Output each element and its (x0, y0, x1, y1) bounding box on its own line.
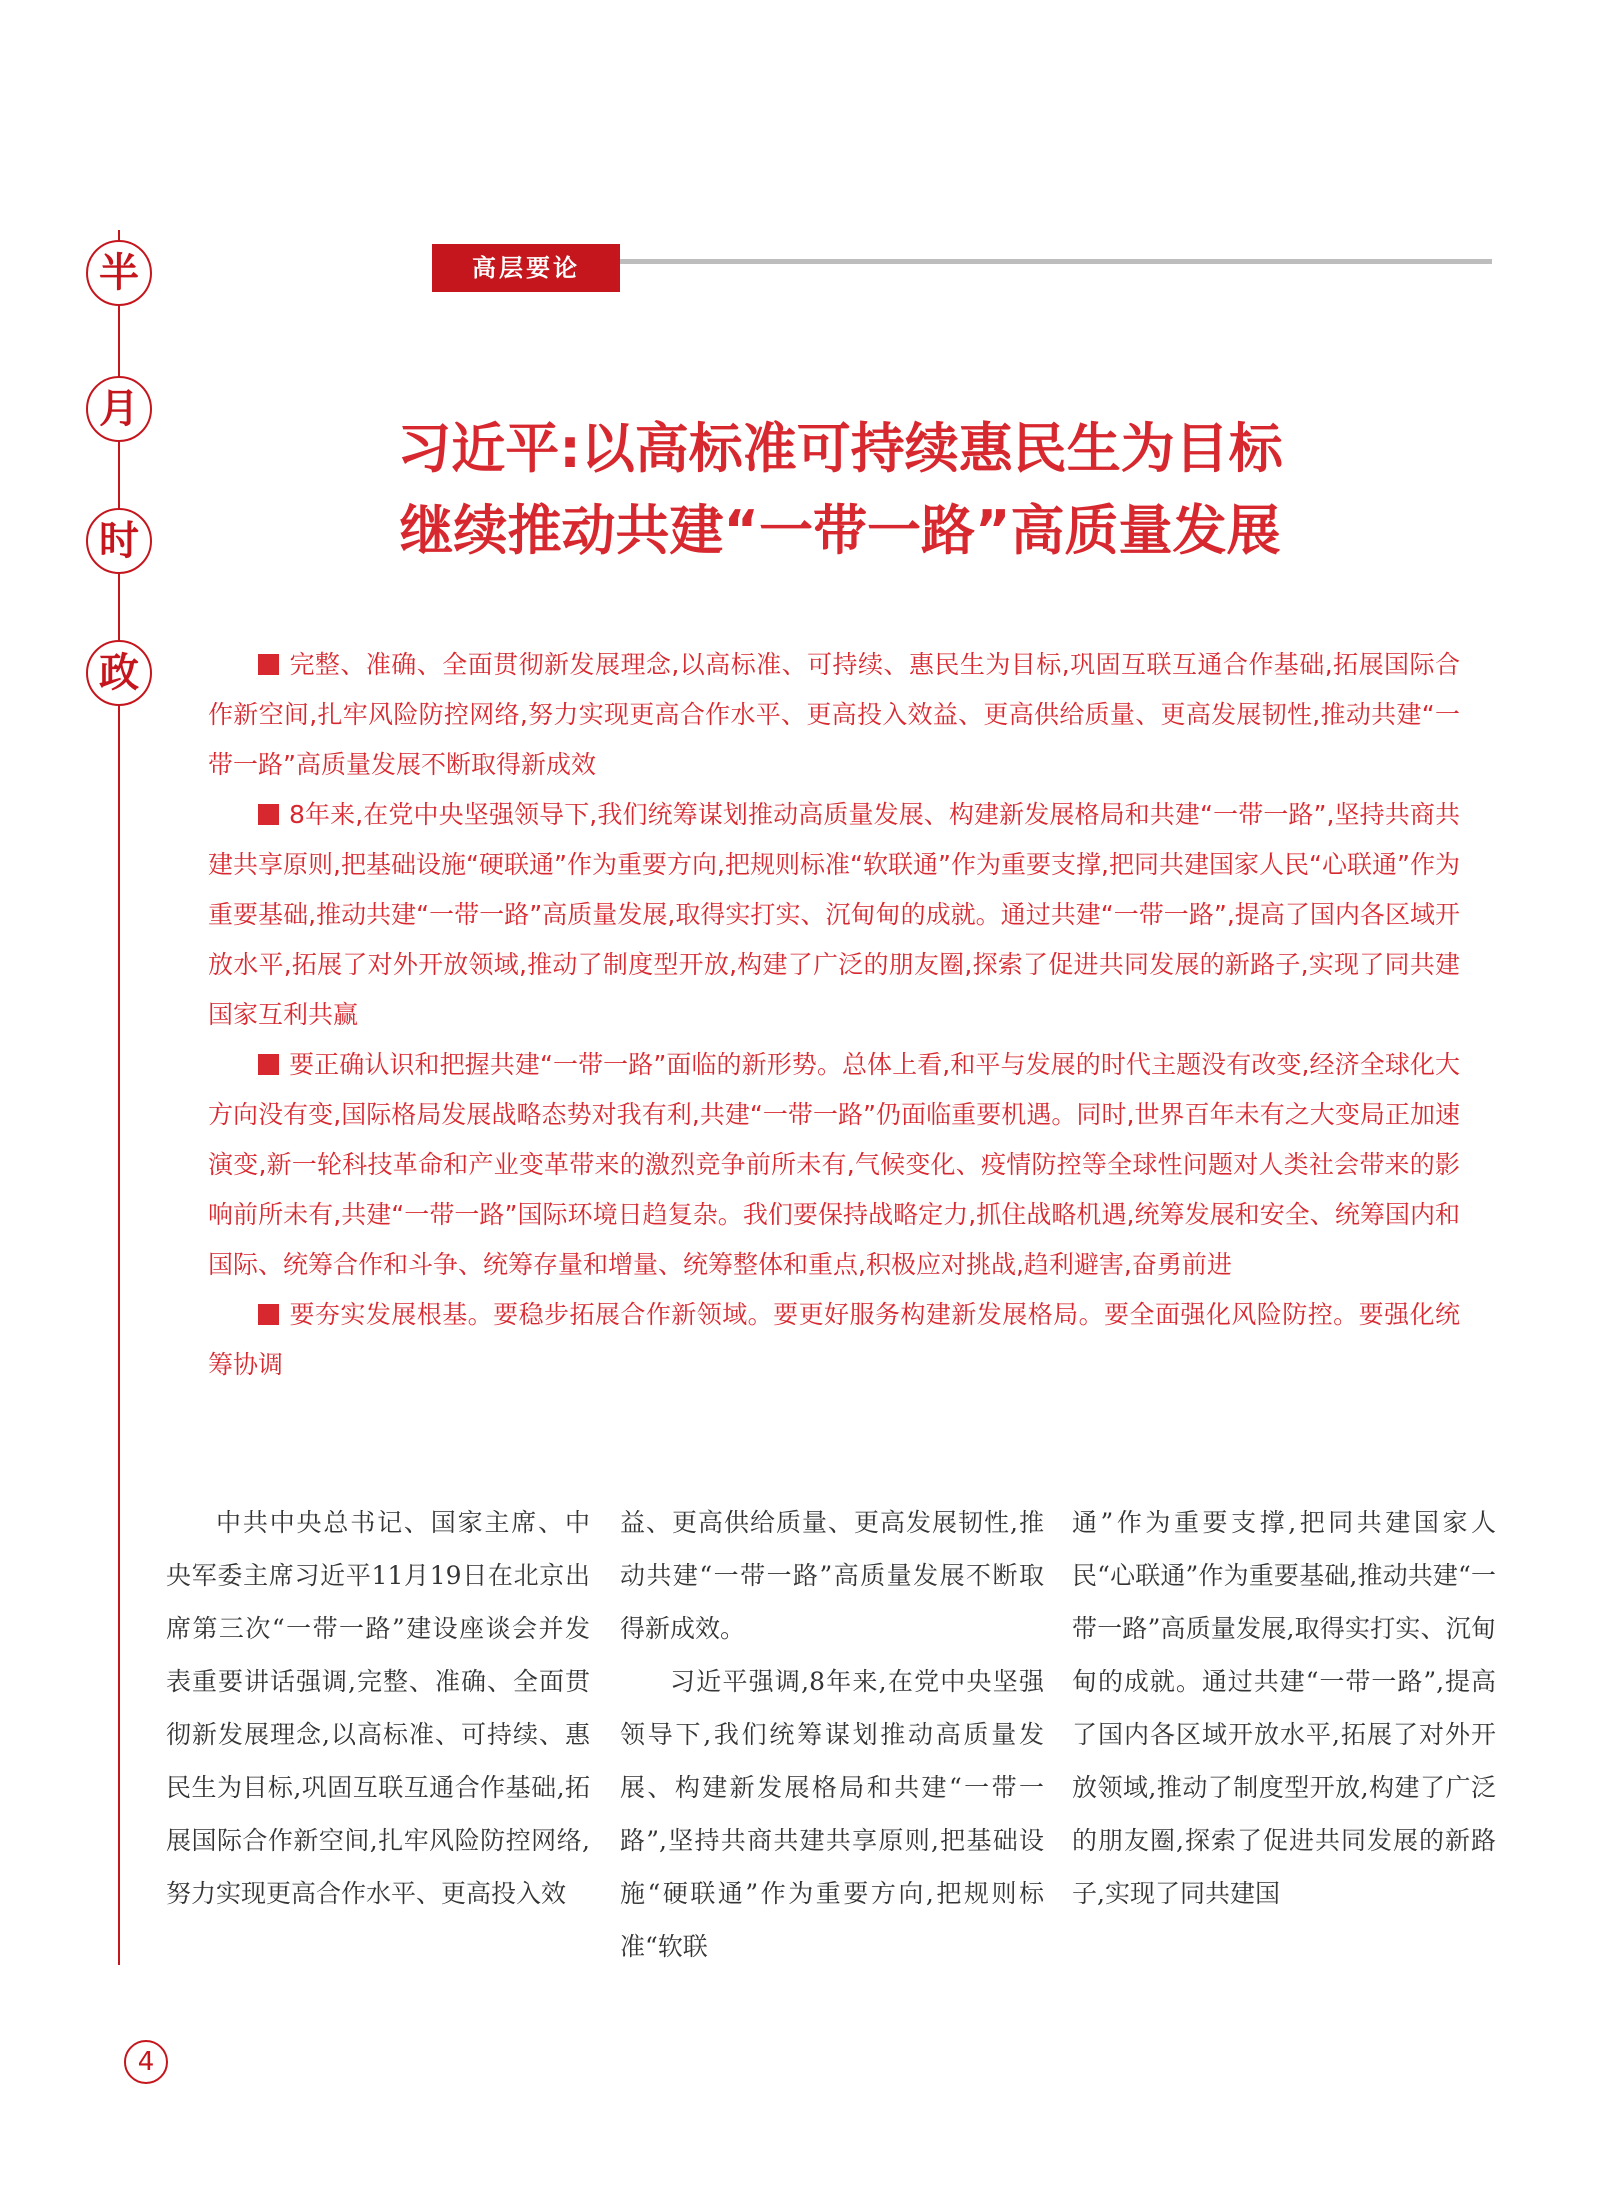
sidebar-rule (118, 230, 120, 1965)
body-paragraph: 益、更高供给质量、更高发展韧性,推动共建“一带一路”高质量发展不断取得新成效。 (620, 1508, 1044, 1643)
summary-item: 要正确认识和把握共建“一带一路”面临的新形势。总体上看,和平与发展的时代主题没有改变,经济全球化大方向没有变,国际格局发展战略态势对我有利,共建“一带一路”仍面临重要机遇。同时,世界百年未有之大变局正加速演变,新一轮科技革命和产业变革带来的激烈竞争前所未有,气候变化、疫情防控等全球性问题对人类社会带来的影响前所未有,共建“一带一路”国际环境日趋复杂。我们要保持战略定力,抓住战略机遇,统筹发展和安全、统筹国内和国际、统筹合作和斗争、统筹存量和增量、统筹整体和重点,积极应对挑战,趋利避害,奋勇前进 (208, 1050, 1460, 1279)
section-divider (620, 259, 1492, 264)
sidebar-char-yue: 月 (86, 376, 152, 442)
section-tag: 高层要论 (432, 244, 620, 292)
sidebar-char-ban: 半 (86, 240, 152, 306)
summary-item: 8年来,在党中央坚强领导下,我们统筹谋划推动高质量发展、构建新发展格局和共建“一带一路”,坚持共商共建共享原则,把基础设施“硬联通”作为重要方向,把规则标准“软联通”作为重要支撑,把同共建国家人民“心联通”作为重要基础,推动共建“一带一路”高质量发展,取得实打实、沉甸甸的成就。通过共建“一带一路”,提高了国内各区域开放水平,拓展了对外开放领域,推动了制度型开放,构建了广泛的朋友圈,探索了促进共同发展的新路子,实现了同共建国家互利共赢 (208, 800, 1460, 1029)
body-column-3 (1072, 1496, 1496, 1966)
summary-box (208, 640, 1460, 1390)
sidebar-char-shi: 时 (86, 508, 152, 574)
sidebar-char-zheng: 政 (86, 640, 152, 706)
page-number: 4 (124, 2040, 168, 2084)
body-paragraph: 习近平强调,8年来,在党中央坚强领导下,我们统筹谋划推动高质量发展、构建新发展格局和共建“一带一路”,坚持共商共建共享原则,把基础设施“硬联通”作为重要方向,把规则标准“软联 (620, 1667, 1044, 1961)
body-column-2 (620, 1496, 1044, 1966)
article-title (180, 408, 1500, 572)
body-column-1 (166, 1496, 590, 1966)
square-bullet-icon (258, 804, 279, 825)
square-bullet-icon (258, 1054, 279, 1075)
square-bullet-icon (258, 1304, 279, 1325)
body-paragraph: 通”作为重要支撑,把同共建国家人民“心联通”作为重要基础,推动共建“一带一路”高质量发展,取得实打实、沉甸甸的成就。通过共建“一带一路”,提高了国内各区域开放水平,拓展了对外开放领域,推动了制度型开放,构建了广泛的朋友圈,探索了促进共同发展的新路子,实现了同共建国 (1072, 1508, 1496, 1908)
summary-item: 完整、准确、全面贯彻新发展理念,以高标准、可持续、惠民生为目标,巩固互联互通合作基础,拓展国际合作新空间,扎牢风险防控网络,努力实现更高合作水平、更高投入效益、更高供给质量、更高发展韧性,推动共建“一带一路”高质量发展不断取得新成效 (208, 650, 1460, 779)
summary-item: 要夯实发展根基。要稳步拓展合作新领域。要更好服务构建新发展格局。要全面强化风险防控。要强化统筹协调 (208, 1300, 1460, 1379)
square-bullet-icon (258, 654, 279, 675)
title-line-1: 习近平:以高标准可持续惠民生为目标 (397, 417, 1283, 480)
title-line-2: 继续推动共建“一带一路”高质量发展 (399, 499, 1281, 562)
body-paragraph: 中共中央总书记、国家主席、中央军委主席习近平11月19日在北京出席第三次“一带一路”建设座谈会并发表重要讲话强调,完整、准确、全面贯彻新发展理念,以高标准、可持续、惠民生为目标,巩固互联互通合作基础,拓展国际合作新空间,扎牢风险防控网络,努力实现更高合作水平、更高投入效 (166, 1508, 590, 1908)
